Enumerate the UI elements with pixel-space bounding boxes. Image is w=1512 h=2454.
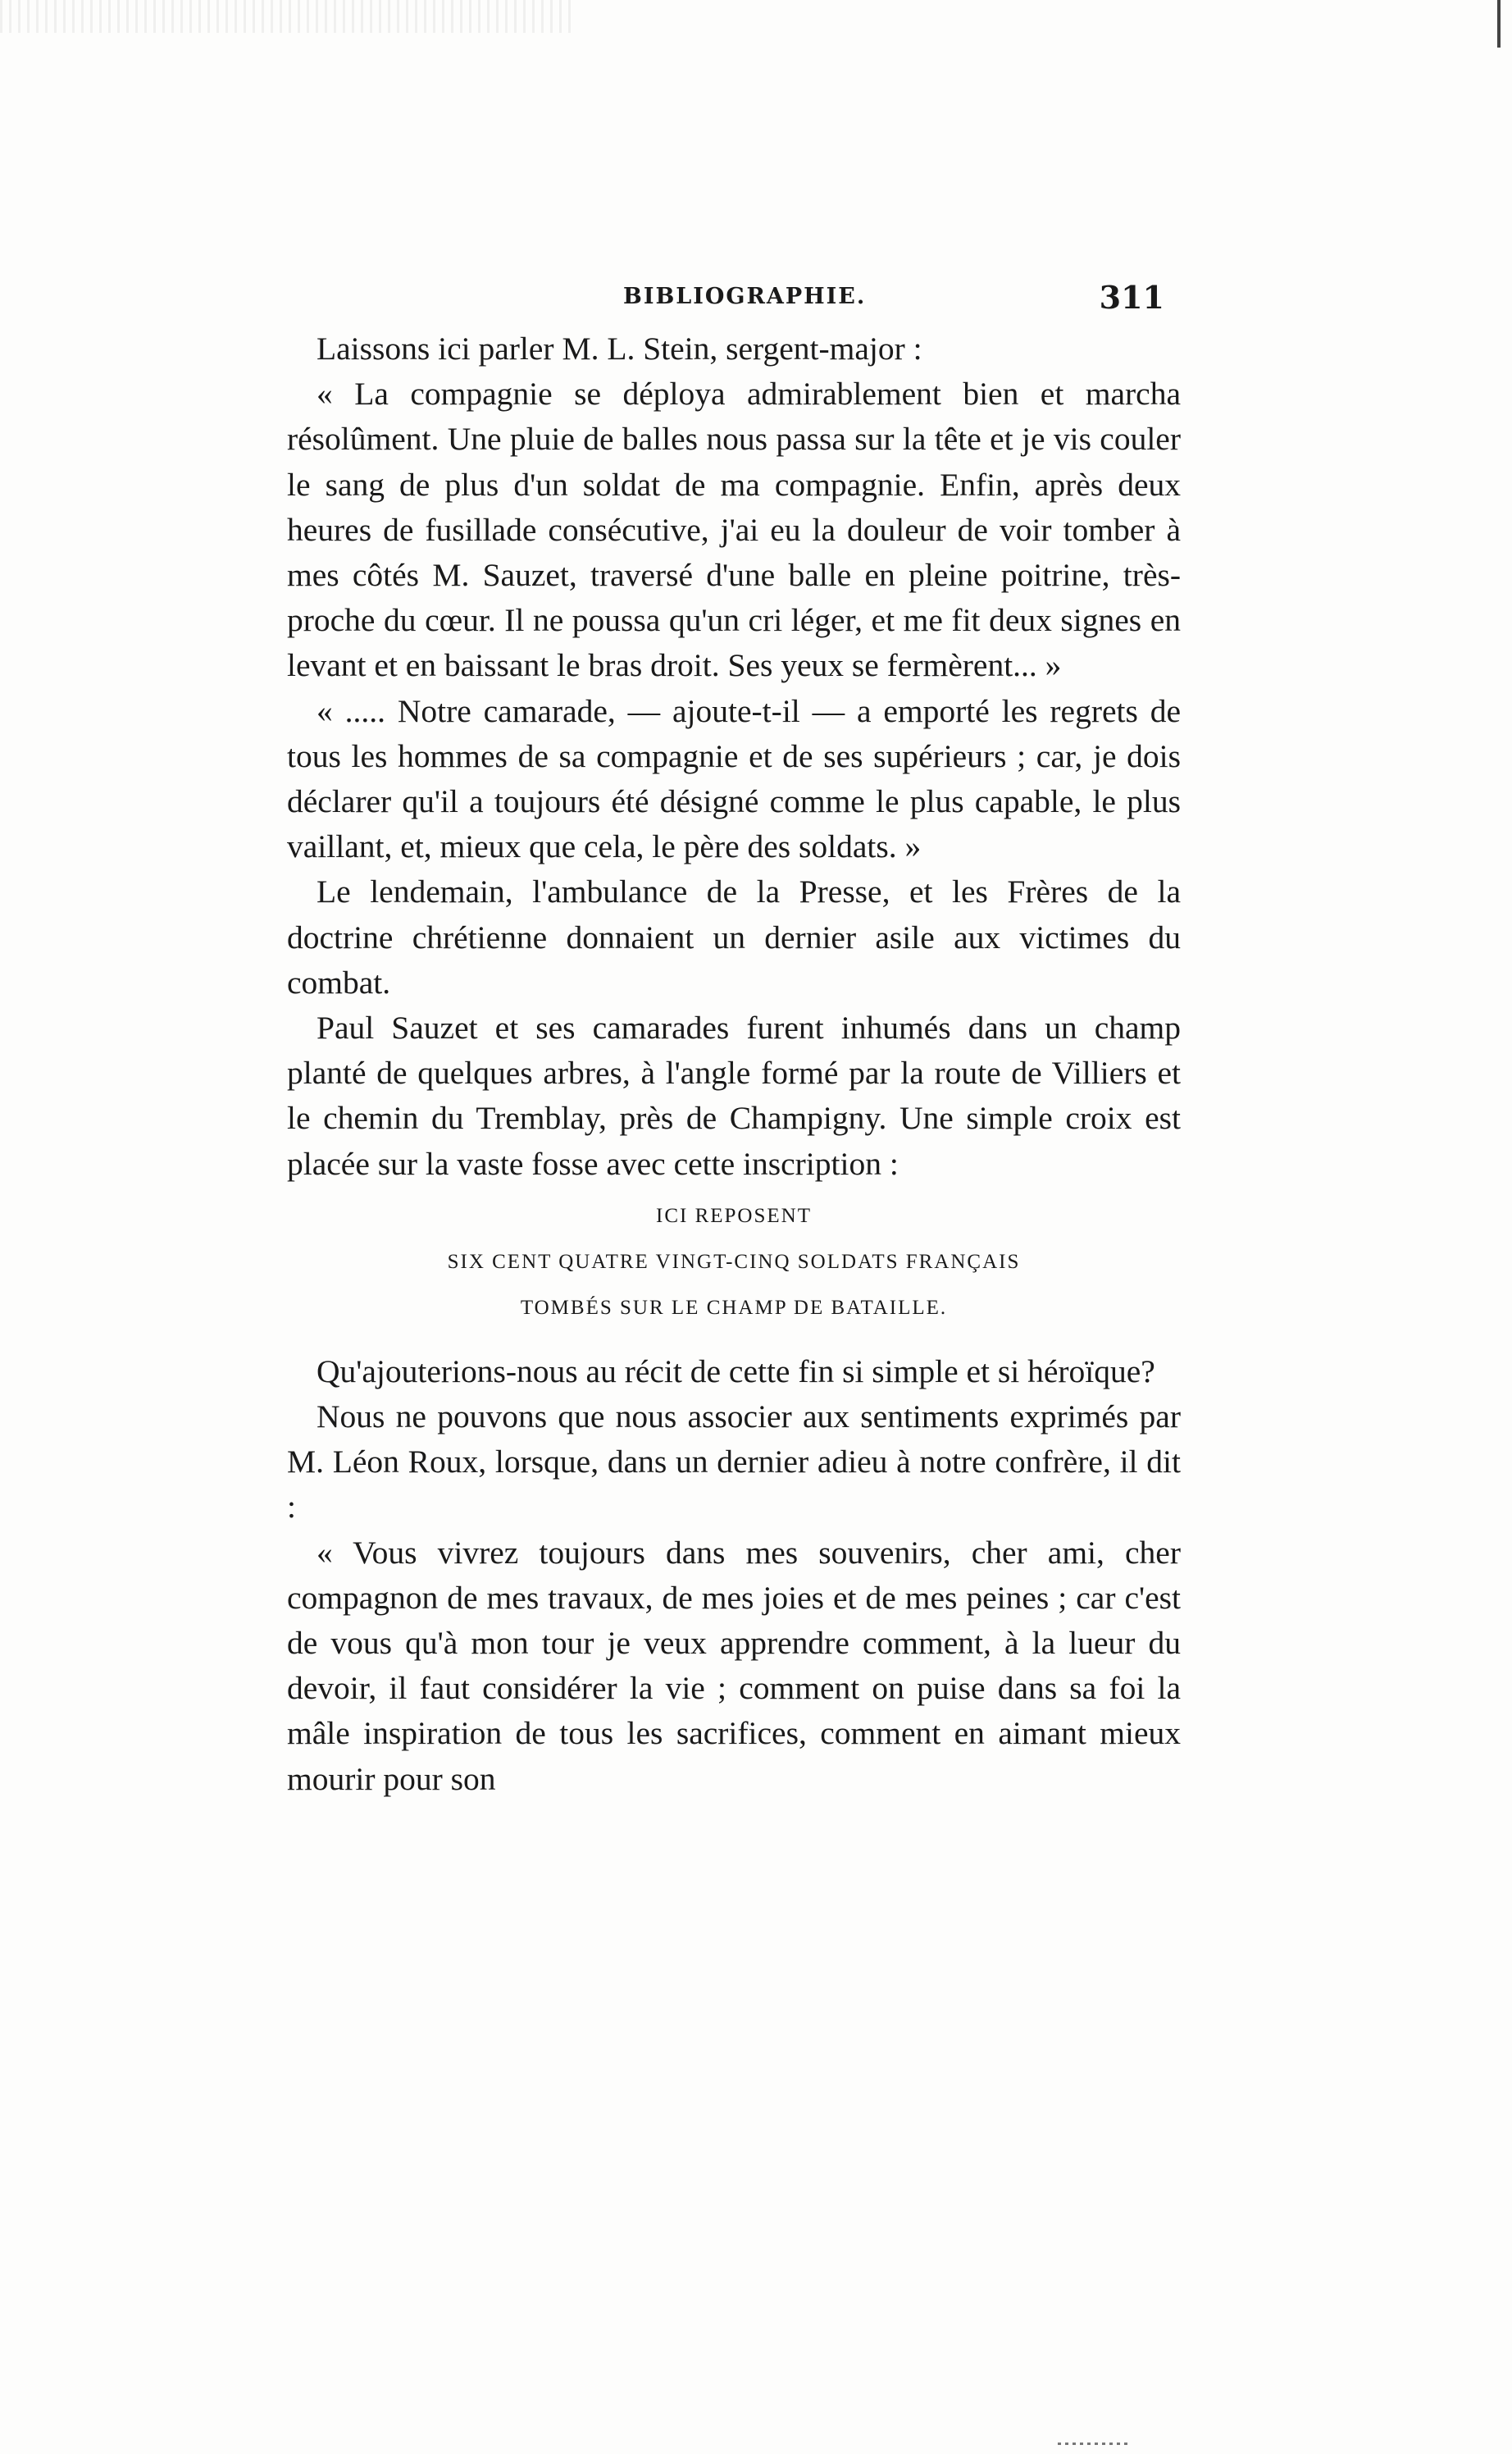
paragraph-leon-roux: Nous ne pouvons que nous associer aux sentiments exprimés par M. Léon Roux, lorsque, dans un dernier adieu à notre confrère, il dit : [287, 1398, 1181, 1526]
paragraph-question: Qu'ajouterions-nous au récit de cette fin si simple et si héroïque? [317, 1352, 1155, 1389]
page-number: 311 [1099, 279, 1164, 316]
inscription [287, 1193, 1181, 1331]
inscription-line-2: SIX CENT QUATRE VINGT-CINQ SOLDATS FRANÇAIS [447, 1250, 1021, 1273]
paragraph-intro-stein: Laissons ici parler M. L. Stein, sergent-major : [317, 331, 922, 367]
body-text [287, 326, 1181, 1802]
paragraph-quote-comrade: « ..... Notre camarade, — ajoute-t-il — a emporté les regrets de tous les hommes de sa compagnie et de ses supérieurs ; car, je dois déclarer qu'il a toujours été désigné comme le plus capable, le plus vaillant, et, mieux que cela, le père des soldats. » [287, 692, 1181, 865]
inscription-line-1: ICI REPOSENT [656, 1204, 812, 1227]
paragraph-farewell-quote: « Vous vivrez toujours dans mes souvenirs, cher ami, cher compagnon de mes travaux, de mes joies et de mes peines ; car c'est de vous qu'à mon tour je veux apprendre comment, à la lueur du devoir, il faut considérer la vie ; comment on puise dans sa foi la mâle inspiration de tous les sacrifices, comment en aimant mieux mourir pour son [287, 1534, 1181, 1797]
paragraph-burial: Paul Sauzet et ses camarades furent inhumés dans un champ planté de quelques arbres, à l'angle formé par la route de Villiers et le chemin du Tremblay, près de Champigny. Une simple croix est placée sur la vaste fosse avec cette inscription : [287, 1010, 1181, 1182]
scan-edge-mark [1497, 0, 1501, 48]
running-head [287, 279, 1181, 323]
running-title: BIBLIOGRAPHIE. [623, 284, 867, 309]
paragraph-ambulance: Le lendemain, l'ambulance de la Presse, et les Frères de la doctrine chrétienne donnaient un dernier asile aux victimes du combat. [287, 873, 1181, 1001]
scan-speckle [0, 0, 574, 33]
inscription-line-3: TOMBÉS SUR LE CHAMP DE BATAILLE. [520, 1296, 948, 1319]
scan-bottom-mark [1058, 2443, 1132, 2445]
paragraph-quote-battle: « La compagnie se déploya admirablement bien et marcha résolûment. Une pluie de balles nous passa sur la tête et je vis couler le sang de plus d'un soldat de ma compagnie. Enfin, après deux heures de fusillade consécutive, j'ai eu la douleur de voir tomber à mes côtés M. Sauzet, traversé d'une balle en pleine poitrine, très-proche du cœur. Il ne poussa qu'un cri léger, et me fit deux signes en levant et en baissant le bras droit. Ses yeux se fermèrent... » [287, 376, 1181, 684]
